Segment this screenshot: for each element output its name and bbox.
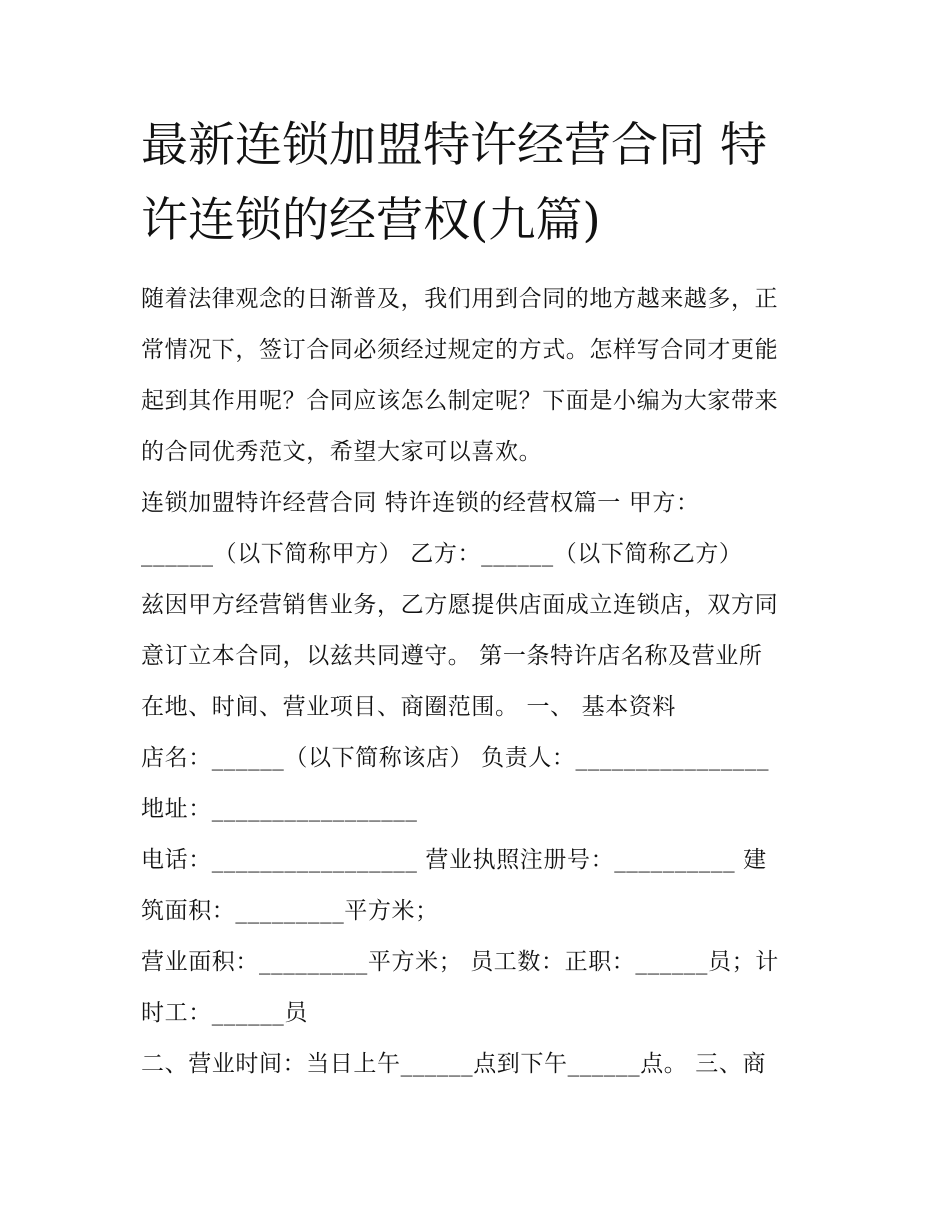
body-line-3: 起到其作用呢？合同应该怎么制定呢？下面是小编为大家带来 (141, 388, 779, 414)
body-line-2: 常情况下，签订合同必须经过规定的方式。怎样写合同才更能 (141, 337, 779, 363)
body-line-15: 时工：______员 (141, 1000, 308, 1026)
body-line-1: 随着法律观念的日渐普及，我们用到合同的地方越来越多，正 (141, 286, 779, 312)
body-line-6: ______（以下简称甲方） 乙方：______（以下简称乙方） (141, 541, 743, 567)
document-body (141, 274, 813, 1090)
body-line-4: 的合同优秀范文，希望大家可以喜欢。 (141, 439, 543, 465)
body-line-9: 在地、时间、营业项目、商圈范围。 一、 基本资料 (141, 694, 677, 720)
body-line-11: 地址：_________________ (141, 796, 418, 822)
body-line-14: 营业面积：_________平方米； 员工数：正职：______员；计 (141, 949, 779, 975)
document-title (141, 108, 813, 258)
body-line-16: 二、营业时间：当日上午______点到下午______点。 三、商 (141, 1051, 767, 1077)
body-line-7: 兹因甲方经营销售业务，乙方愿提供店面成立连锁店，双方同 (141, 592, 779, 618)
body-line-5: 连锁加盟特许经营合同 特许连锁的经营权篇一 甲方： (141, 490, 700, 516)
body-line-12: 电话：_________________ 营业执照注册号：__________ 建 (141, 847, 767, 873)
document-content (141, 108, 813, 1090)
body-line-10: 店名：______（以下简称该店） 负责人：________________ (141, 745, 770, 771)
title-line-1: 最新连锁加盟特许经营合同 特 (141, 118, 767, 173)
body-line-8: 意订立本合同，以兹共同遵守。 第一条特许店名称及营业所 (141, 643, 763, 669)
title-line-2: 许连锁的经营权(九篇) (141, 193, 601, 248)
body-line-13: 筑面积：_________平方米； (141, 898, 439, 924)
